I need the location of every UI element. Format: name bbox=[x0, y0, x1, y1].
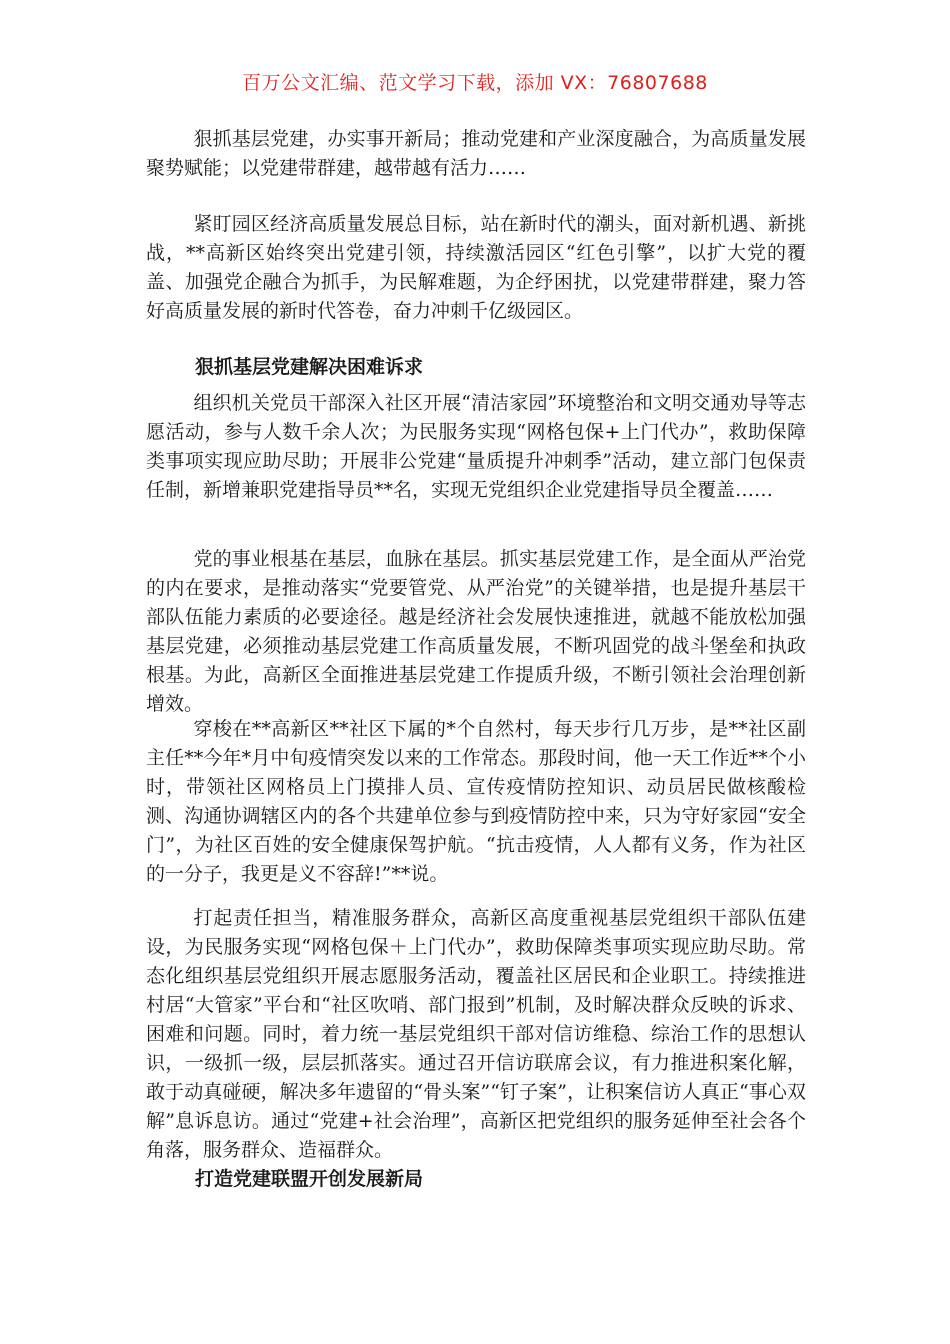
header-watermark-note: 百万公文汇编、范文学习下载，添加 VX：76807688 bbox=[242, 72, 708, 94]
paragraph-responsibility: 打起责任担当，精准服务群众，高新区高度重视基层党组织干部队伍建设，为民服务实现“网格包保＋上门代办”，救助保障类事项实现应助尽助。常态化组织基层党组织开展志愿服务活动，覆盖社区居民和企业职工。持续推进村居“大管家”平台和“社区吹哨、部门报到”机制，及时解决群众反映的诉求、困难和问题。同时，着力统一基层党组织干部对信访维稳、综治工作的思想认识，一级抓一级，层层抓落实。通过召开信访联席会议，有力推进积案化解，敢于动真碰硬，解决多年遗留的“骨头案”“钉子案”，让积案信访人真正“事心双解”息诉息访。通过“党建+社会治理”，高新区把党组织的服务延伸至社会各个角落，服务群众、造福群众。 bbox=[146, 907, 806, 1161]
paragraph-community-story: 穿梭在**高新区**社区下属的*个自然村，每天步行几万步，是**社区副主任**今年*月中旬疫情突发以来的工作常态。那段时间，他一天工作近**个小时，带领社区网格员上门摸排人员、宣传疫情防控知识、动员居民做核酸检测、沟通协调辖区内的各个共建单位参与到疫情防控中来，只为守好家园“安全门”，为社区百姓的安全健康保驾护航。“抗击疫情，人人都有义务，作为社区的一分子，我更是义不容辞!”**说。 bbox=[146, 718, 806, 885]
paragraph-volunteer-activities: 组织机关党员干部深入社区开展“清洁家园”环境整治和文明交通劝导等志愿活动，参与人数千余人次；为民服务实现“网格包保+上门代办”，救助保障类事项实现应助尽助；开展非公党建“量质提升冲刺季”活动，建立部门包保责任制，新增兼职党建指导员**名，实现无党组织企业党建指导员全覆盖…… bbox=[146, 392, 806, 501]
paragraph-party-foundation: 党的事业根基在基层，血脉在基层。抓实基层党建工作，是全面从严治党的内在要求，是推动落实“党要管党、从严治党”的关键举措，也是提升基层干部队伍能力素质的必要途径。越是经济社会发展快速推进，就越不能放松加强基层党建，必须推动基层党建工作高质量发展，不断巩固党的战斗堡垒和执政根基。为此，高新区全面推进基层党建工作提质升级，不断引领社会治理创新增效。 bbox=[146, 548, 806, 715]
paragraph-intro: 狠抓基层党建，办实事开新局；推动党建和产业深度融合，为高质量发展聚势赋能；以党建带群建，越带越有活力…… bbox=[146, 128, 806, 179]
section-heading-grassroots: 狠抓基层党建解决困难诉求 bbox=[195, 356, 424, 378]
paragraph-park-goal: 紧盯园区经济高质量发展总目标，站在新时代的潮头，面对新机遇、新挑战，**高新区始终突出党建引领，持续激活园区“红色引擎”，以扩大党的覆盖、加强党企融合为抓手，为民解难题，为企纾困扰，以党建带群建，聚力答好高质量发展的新时代答卷，奋力冲刺千亿级园区。 bbox=[146, 213, 806, 322]
section-heading-alliance: 打造党建联盟开创发展新局 bbox=[195, 1168, 424, 1190]
